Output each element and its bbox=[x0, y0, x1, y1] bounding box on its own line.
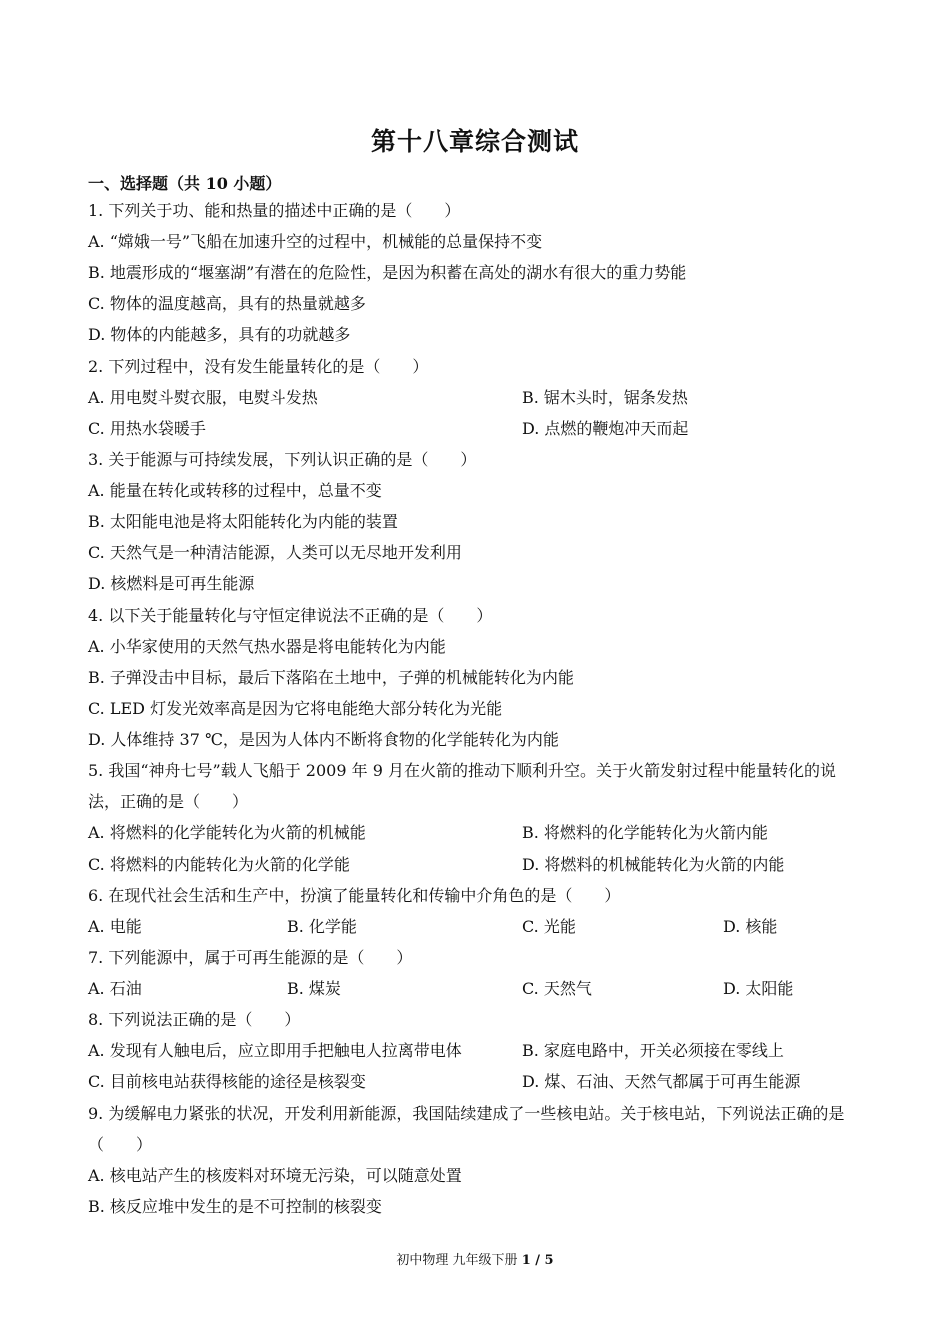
question-4-option-b: B. 子弹没击中目标，最后下落陷在土地中，子弹的机械能转化为内能 bbox=[88, 668, 574, 687]
question-4-option-c: C. LED 灯发光效率高是因为它将电能绝大部分转化为光能 bbox=[88, 699, 503, 718]
question-7-option-b: B. 煤炭 bbox=[287, 979, 341, 998]
question-5-option-a: A. 将燃料的化学能转化为火箭的机械能 bbox=[88, 823, 366, 842]
question-6-stem: 6. 在现代社会生活和生产中，扮演了能量转化和传输中介角色的是（ ） bbox=[88, 886, 621, 905]
question-8-option-d: D. 煤、石油、天然气都属于可再生能源 bbox=[522, 1072, 801, 1091]
question-2-option-d: D. 点燃的鞭炮冲天而起 bbox=[522, 419, 689, 438]
question-5-option-d: D. 将燃料的机械能转化为火箭的内能 bbox=[522, 855, 785, 874]
question-8-stem: 8. 下列说法正确的是（ ） bbox=[88, 1010, 301, 1029]
question-1-stem: 1. 下列关于功、能和热量的描述中正确的是（ ） bbox=[88, 201, 461, 220]
question-5-stem-line-2: 法，正确的是（ ） bbox=[88, 792, 249, 811]
question-7-option-c: C. 天然气 bbox=[522, 979, 592, 998]
question-5-option-b: B. 将燃料的化学能转化为火箭内能 bbox=[522, 823, 768, 842]
question-6-option-d: D. 核能 bbox=[723, 917, 778, 936]
section-heading: 一、选择题（共 10 小题） bbox=[88, 174, 282, 193]
question-3-option-a: A. 能量在转化或转移的过程中，总量不变 bbox=[88, 481, 382, 500]
question-1-option-c: C. 物体的温度越高，具有的热量就越多 bbox=[88, 294, 366, 313]
page-title: 第十八章综合测试 bbox=[370, 127, 579, 156]
question-4-option-a: A. 小华家使用的天然气热水器是将电能转化为内能 bbox=[88, 637, 446, 656]
question-7-option-d: D. 太阳能 bbox=[723, 979, 794, 998]
question-8-option-a: A. 发现有人触电后，应立即用手把触电人拉离带电体 bbox=[88, 1041, 462, 1060]
question-8-option-b: B. 家庭电路中，开关必须接在零线上 bbox=[522, 1041, 784, 1060]
question-1-option-d: D. 物体的内能越多，具有的功就越多 bbox=[88, 325, 351, 344]
question-2-stem: 2. 下列过程中，没有发生能量转化的是（ ） bbox=[88, 357, 429, 376]
question-6-option-b: B. 化学能 bbox=[287, 917, 357, 936]
page-number: 1 / 5 bbox=[521, 1253, 554, 1268]
question-8-option-c: C. 目前核电站获得核能的途径是核裂变 bbox=[88, 1072, 366, 1091]
question-4-option-d: D. 人体维持 37 ℃，是因为人体内不断将食物的化学能转化为内能 bbox=[88, 730, 559, 749]
question-9-stem-line-1: 9. 为缓解电力紧张的状况，开发利用新能源，我国陆续建成了一些核电站。关于核电站，下列说法正确的是 bbox=[88, 1104, 845, 1123]
question-4-stem: 4. 以下关于能量转化与守恒定律说法不正确的是（ ） bbox=[88, 606, 493, 625]
question-1-option-b: B. 地震形成的“堰塞湖”有潜在的危险性，是因为积蓄在高处的湖水有很大的重力势能 bbox=[88, 263, 687, 282]
question-9-stem-line-2: （ ） bbox=[88, 1135, 153, 1154]
question-3-option-c: C. 天然气是一种清洁能源，人类可以无尽地开发利用 bbox=[88, 543, 462, 562]
question-7-option-a: A. 石油 bbox=[88, 979, 142, 998]
question-2-option-a: A. 用电熨斗熨衣服，电熨斗发热 bbox=[88, 388, 318, 407]
question-1-option-a: A. “嫦娥一号”飞船在加速升空的过程中，机械能的总量保持不变 bbox=[88, 232, 543, 251]
question-2-option-c: C. 用热水袋暖手 bbox=[88, 419, 206, 438]
question-3-stem: 3. 关于能源与可持续发展，下列认识正确的是（ ） bbox=[88, 450, 477, 469]
question-2-option-b: B. 锯木头时，锯条发热 bbox=[522, 388, 688, 407]
question-5-stem-line-1: 5. 我国“神舟七号”载人飞船于 2009 年 9 月在火箭的推动下顺利升空。关于火箭发射过程中能量转化的说 bbox=[88, 761, 836, 780]
question-3-option-b: B. 太阳能电池是将太阳能转化为内能的装置 bbox=[88, 512, 398, 531]
question-3-option-d: D. 核燃料是可再生能源 bbox=[88, 574, 255, 593]
footer-text: 初中物理 九年级下册 bbox=[396, 1253, 518, 1268]
page-footer bbox=[0, 1249, 950, 1268]
question-9-option-a: A. 核电站产生的核废料对环境无污染，可以随意处置 bbox=[88, 1166, 462, 1185]
question-5-option-c: C. 将燃料的内能转化为火箭的化学能 bbox=[88, 855, 350, 874]
question-6-option-c: C. 光能 bbox=[522, 917, 576, 936]
question-9-option-b: B. 核反应堆中发生的是不可控制的核裂变 bbox=[88, 1197, 382, 1216]
question-7-stem: 7. 下列能源中，属于可再生能源的是（ ） bbox=[88, 948, 413, 967]
question-6-option-a: A. 电能 bbox=[88, 917, 142, 936]
